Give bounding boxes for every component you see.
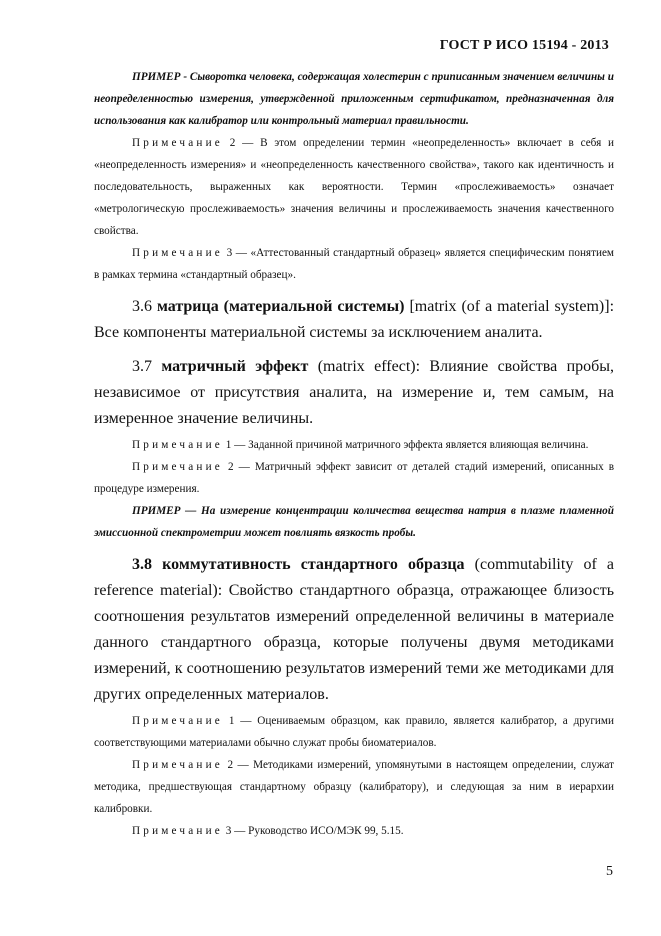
note-label: Примечание (132, 247, 223, 259)
note-text: 1 — Оцениваемым образцом, как правило, является калибратор, а другими соответствующими материалами обычно служат пробы биоматериалов. (94, 715, 614, 749)
example-paragraph (94, 66, 614, 132)
note-paragraph (94, 754, 614, 820)
note-text: 3 — «Аттестованный стандартный образец» является специфическим понятием в рамках термина «стандартный образец». (94, 247, 614, 281)
note-text: 2 — Методиками измерений, упомянутыми в настоящем определении, служат методика, предшествующая стандартному образцу (калибратору), и следующая за ним в иерархии калибровки. (94, 759, 614, 815)
note-paragraph (94, 242, 614, 286)
note-paragraph (94, 132, 614, 242)
term-english: (commutability of a reference material): (94, 556, 615, 599)
note-label: Примечание (132, 715, 223, 727)
standard-designation: ГОСТ Р ИСО 15194 - 2013 (439, 38, 609, 53)
term-definition-text: Свойство стандартного образца, отражающее близость соотношения результатов измерений определенной величины в материале данного стандартного образца, которые получены двумя методиками измерений, к соотношению результатов измерений теми же методиками для других определенных материалов. (94, 582, 614, 703)
example-label: ПРИМЕР (132, 505, 181, 517)
note-paragraph (94, 434, 614, 456)
note-label: Примечание (132, 759, 223, 771)
note-text: 2 — Матричный эффект зависит от деталей стадий измерений, описанных в процедуре измерения. (94, 461, 614, 495)
example-text: - Сыворотка человека, содержащая холестерин с приписанным значением величины и неопределенностью измерения, утвержденной приложенным сертификатом, предназначенная для использования как калибратор или контрольный материал правильности. (94, 71, 614, 127)
page-number: 5 (606, 864, 613, 879)
term-definition-3-6 (94, 294, 614, 346)
term-definition-text: Влияние свойства пробы, независимое от присутствия аналита, на измерение и, тем самым, на измеренное значение величины. (94, 358, 615, 427)
term-definition-3-7 (94, 354, 614, 432)
term-definition-text: Все компоненты материальной системы за исключением аналита. (94, 324, 543, 341)
example-text: — На измерение концентрации количества вещества натрия в плазме пламенной эмиссионной спектрометрии может повлиять вязкость пробы. (94, 505, 614, 539)
example-label: ПРИМЕР (132, 71, 181, 83)
note-paragraph (94, 456, 614, 500)
term-definition-3-8 (94, 552, 614, 708)
term-number: 3.7 (132, 358, 152, 375)
term-number: 3.8 (132, 556, 152, 573)
example-paragraph (94, 500, 614, 544)
term-english: (matrix effect): (308, 358, 421, 375)
term-name: матричный эффект (161, 358, 309, 375)
note-paragraph (94, 710, 614, 754)
note-label: Примечание (132, 439, 223, 451)
note-text: 2 — В этом определении термин «неопределенность» включает в себя и «неопределенность измерения» и «неопределенность качественного свойства», такого как идентичность и последовательность, выраженных как вероятности. Термин «прослеживаемость» означает «метрологическую прослеживаемость» значения величины и прослеживаемость значения качественного свойства. (94, 137, 614, 237)
note-text: 3 — Руководство ИСО/МЭК 99, 5.15. (222, 825, 404, 837)
note-label: Примечание (132, 825, 223, 837)
note-paragraph (94, 820, 614, 842)
note-label: Примечание (132, 461, 223, 473)
term-name: матрица (материальной системы) (156, 298, 405, 315)
term-name: коммутативность стандартного образца (162, 556, 465, 573)
note-text: 1 — Заданной причиной матричного эффекта является влияющая величина. (222, 439, 589, 451)
term-number: 3.6 (132, 298, 152, 315)
page-content (94, 66, 614, 842)
term-english: [matrix (of a material system)]: (404, 298, 615, 315)
note-label: Примечание (132, 137, 223, 149)
